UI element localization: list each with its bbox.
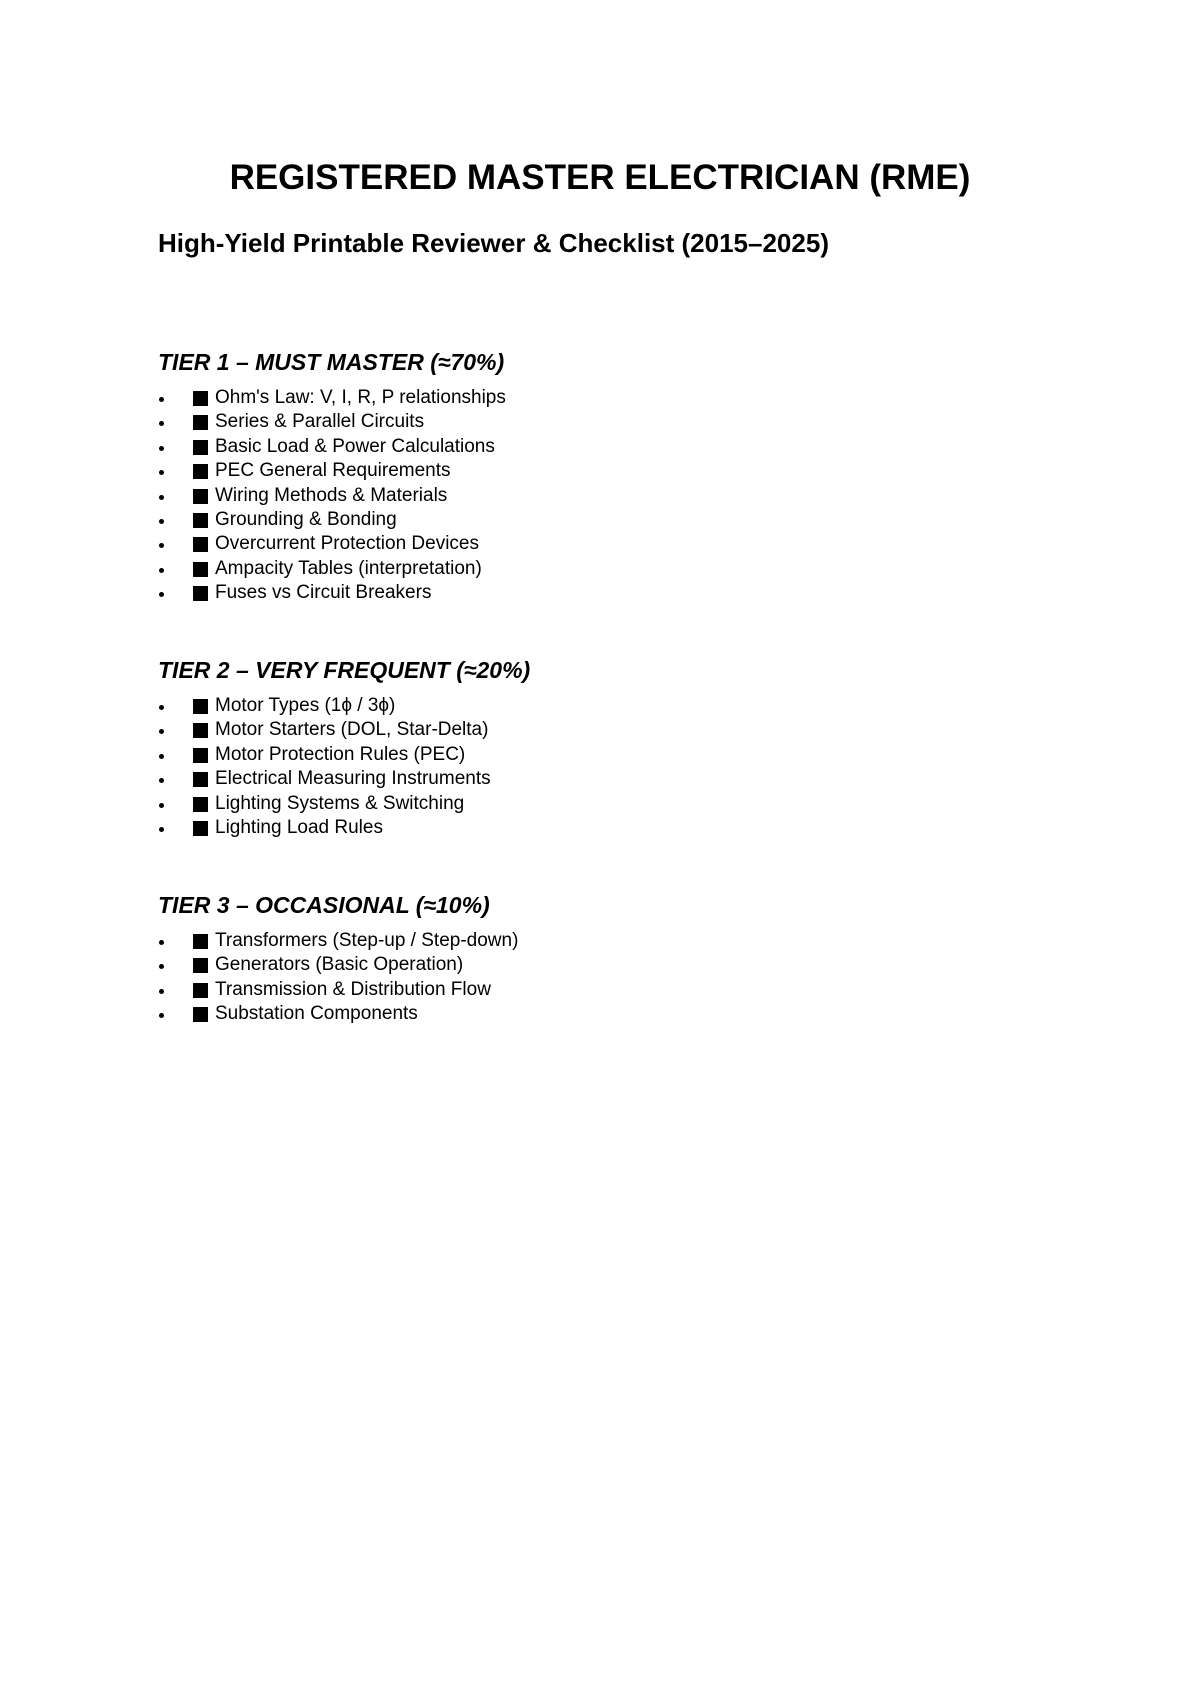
bullet-icon (159, 568, 164, 573)
checkbox-square-icon (193, 723, 208, 738)
checkbox-square-icon (193, 1007, 208, 1022)
checklist-item-label: Basic Load & Power Calculations (215, 435, 495, 457)
checklist-item-label: Fuses vs Circuit Breakers (215, 582, 432, 604)
checklist-item-label: Electrical Measuring Instruments (215, 768, 491, 790)
checkbox-square-icon (193, 513, 208, 528)
bullet-icon (159, 989, 164, 994)
checklist-item (158, 718, 530, 742)
bullet-icon (159, 519, 164, 524)
checklist-item-label: Motor Types (1ϕ / 3ϕ) (215, 695, 396, 716)
checkbox-square-icon (193, 772, 208, 787)
checkbox-square-icon (193, 440, 208, 455)
bullet-icon (159, 397, 164, 402)
checklist-item (158, 929, 519, 953)
checklist-item (158, 557, 504, 581)
checkbox-square-icon (193, 562, 208, 577)
checklist-item-label: Generators (Basic Operation) (215, 954, 464, 976)
checklist-item (158, 816, 530, 840)
checkbox-square-icon (193, 983, 208, 998)
checkbox-square-icon (193, 464, 208, 479)
checklist-item-label: Substation Components (215, 1003, 418, 1025)
checklist-item-label: Grounding & Bonding (215, 508, 397, 530)
document-subtitle: High-Yield Printable Reviewer & Checklist (2015–2025) (158, 228, 829, 258)
document-title: REGISTERED MASTER ELECTRICIAN (RME) (229, 158, 971, 197)
bullet-icon (159, 778, 164, 783)
bullet-icon (159, 964, 164, 969)
checklist-item (158, 410, 504, 434)
bullet-icon (159, 754, 164, 759)
checkbox-square-icon (193, 748, 208, 763)
bullet-icon (159, 470, 164, 475)
bullet-icon (159, 543, 164, 548)
checkbox-square-icon (193, 934, 208, 949)
checklist (158, 694, 530, 840)
checklist-item-label: Ohm's Law: V, I, R, P relationships (215, 387, 506, 408)
bullet-icon (159, 1013, 164, 1018)
checklist-item (158, 953, 490, 977)
checklist-item-label: Motor Starters (DOL, Star-Delta) (215, 719, 489, 741)
checklist-item (158, 978, 490, 1002)
checkbox-square-icon (193, 586, 208, 601)
checklist-item (158, 386, 504, 410)
section-heading: TIER 3 – OCCASIONAL (≈10%) (158, 892, 490, 918)
section-heading: TIER 2 – VERY FREQUENT (≈20%) (158, 657, 531, 683)
bullet-icon (159, 803, 164, 808)
checklist-item (158, 767, 530, 791)
bullet-icon (159, 495, 164, 500)
section-tier-2 (158, 657, 530, 840)
checklist-item-label: Transmission & Distribution Flow (215, 978, 491, 1000)
checklist (158, 386, 504, 606)
bullet-icon (159, 729, 164, 734)
checklist-item (158, 694, 530, 718)
checklist-item-label: Lighting Load Rules (215, 816, 383, 838)
checklist-item-label: Wiring Methods & Materials (215, 484, 448, 506)
checklist-item-label: Motor Protection Rules (PEC) (215, 743, 466, 765)
bullet-icon (159, 705, 164, 710)
checklist-item (158, 792, 530, 816)
checklist-item (158, 435, 504, 459)
bullet-icon (159, 592, 164, 597)
section-tier-1 (158, 349, 504, 606)
section-tier-3 (158, 892, 519, 1027)
checklist-item (158, 581, 504, 605)
bullet-icon (159, 446, 164, 451)
checkbox-square-icon (193, 958, 208, 973)
checklist-item-label: Ampacity Tables (interpretation) (215, 557, 482, 579)
checkbox-square-icon (193, 537, 208, 552)
checklist-item-label: Overcurrent Protection Devices (215, 533, 479, 555)
checklist-item (158, 532, 504, 556)
checkbox-square-icon (193, 489, 208, 504)
checkbox-square-icon (193, 415, 208, 430)
checklist-item-label: PEC General Requirements (215, 460, 451, 482)
checkbox-square-icon (193, 821, 208, 836)
checklist-item (158, 1002, 490, 1026)
checklist-item-label: Lighting Systems & Switching (215, 792, 465, 814)
checklist-item (158, 508, 504, 532)
checkbox-square-icon (193, 699, 208, 714)
checklist-item-label: Transformers (Step-up / Step-down) (215, 930, 519, 951)
bullet-icon (159, 940, 164, 945)
section-heading: TIER 1 – MUST MASTER (≈70%) (158, 349, 505, 375)
bullet-icon (159, 827, 164, 832)
bullet-icon (159, 421, 164, 426)
checkbox-square-icon (193, 391, 208, 406)
checklist-item (158, 743, 530, 767)
checklist-item-label: Series & Parallel Circuits (215, 411, 425, 433)
checklist-item (158, 484, 504, 508)
checklist-item (158, 459, 504, 483)
checkbox-square-icon (193, 797, 208, 812)
checklist (158, 929, 519, 1027)
